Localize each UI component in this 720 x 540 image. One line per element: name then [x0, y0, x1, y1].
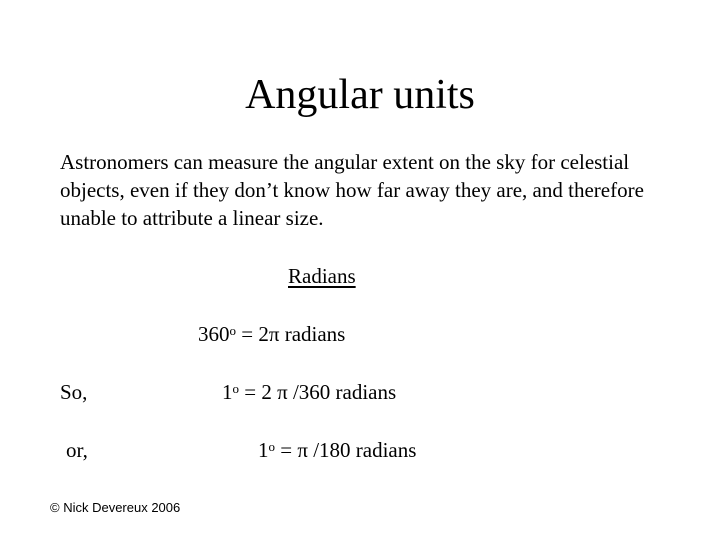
- equation-lhs: 1: [258, 438, 269, 462]
- degree-symbol: o: [268, 439, 275, 454]
- equation-lhs: 1: [222, 380, 233, 404]
- degree-symbol: o: [232, 381, 239, 396]
- label-so: So,: [60, 380, 88, 404]
- equation-rhs: = 2π radians: [236, 322, 346, 346]
- radians-heading: Radians: [288, 264, 356, 288]
- equation-1-degree-b: [258, 436, 416, 464]
- copyright-footer: © Nick Devereux 2006: [50, 500, 181, 515]
- degree-symbol: o: [229, 323, 236, 338]
- label-or: or,: [66, 438, 88, 462]
- intro-paragraph: Astronomers can measure the angular extent on the sky for celestial objects, even if they don’t know how far away they are, and therefore unable to attribute a linear size.: [60, 150, 644, 230]
- equation-rhs: = π /180 radians: [275, 438, 417, 462]
- equation-rhs: = 2 π /360 radians: [239, 380, 397, 404]
- slide-title: Angular units: [245, 72, 475, 118]
- equation-360-degrees: [198, 320, 345, 348]
- equation-1-degree-a: [222, 378, 396, 406]
- equation-lhs: 360: [198, 322, 230, 346]
